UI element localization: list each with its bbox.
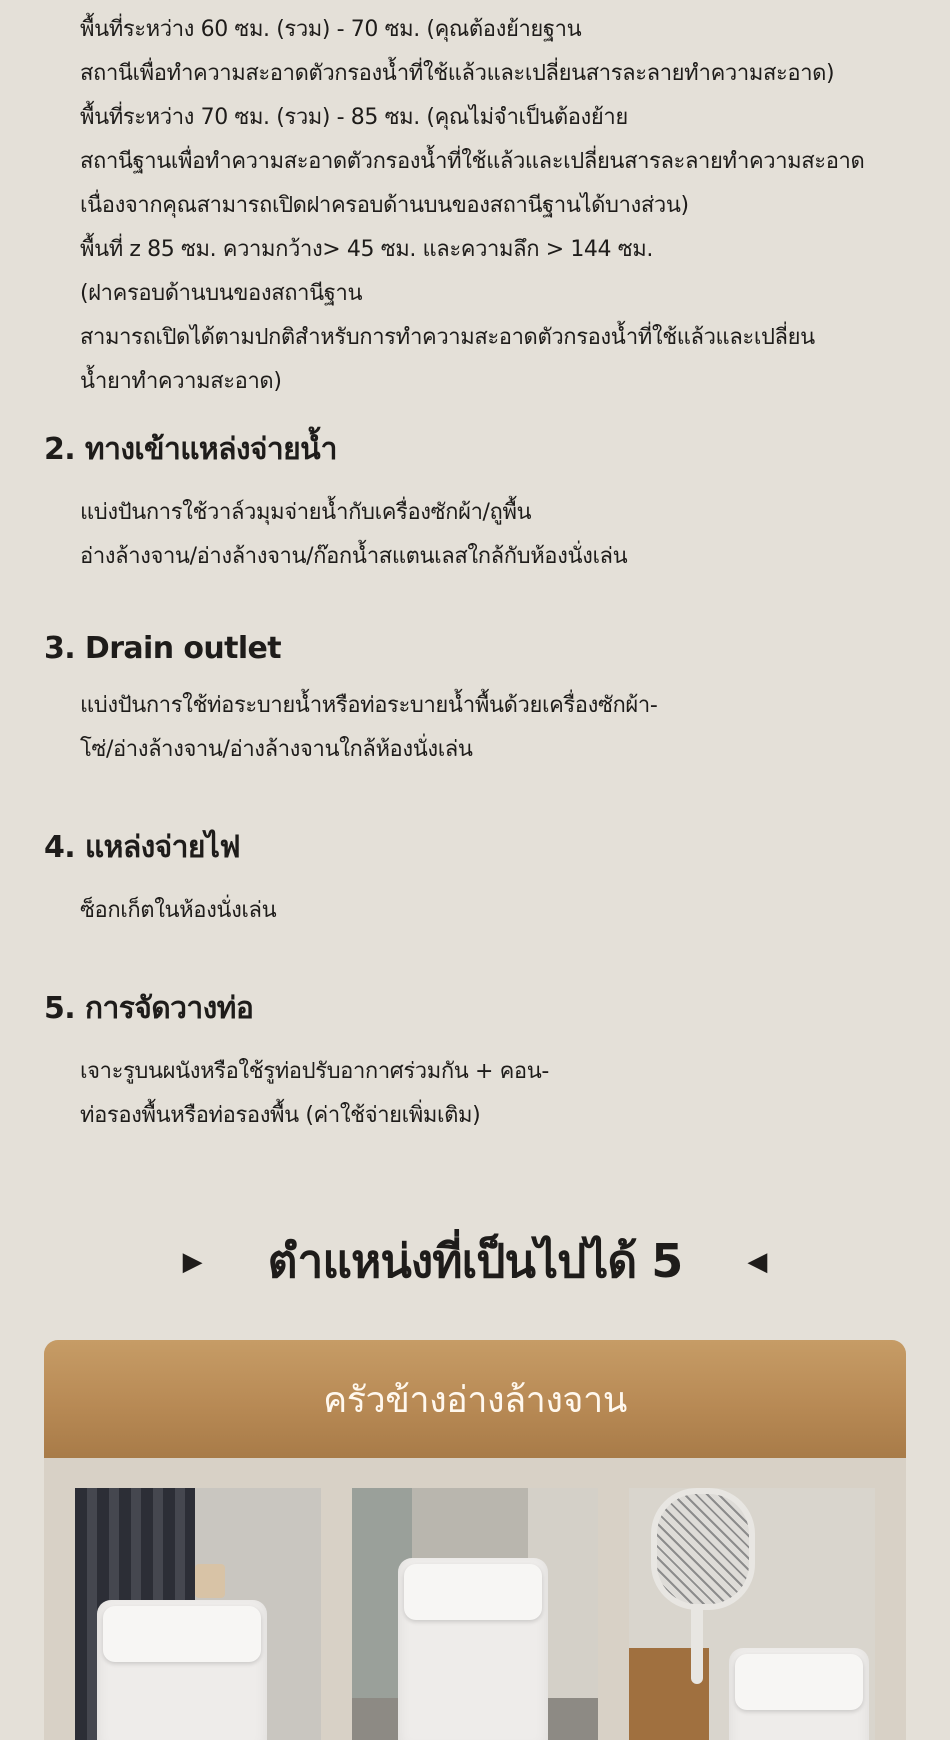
section-body — [0, 889, 910, 933]
card-header — [44, 1340, 906, 1458]
text-line: สถานีเพื่อทำความสะอาดตัวกรองน้ำที่ใช้แล้วและเปลี่ยนสารละลายทำความสะอาด) — [80, 61, 835, 86]
text-line: อ่างล้างจาน/อ่างล้างจาน/ก๊อกน้ำสแตนเลสใกล้กับห้องนั่งเล่น — [80, 544, 628, 569]
socket-illustration — [195, 1564, 225, 1598]
text-line: พื้นที่ระหว่าง 60 ซม. (รวม) - 70 ซม. (คุณต้องย้ายฐาน — [80, 17, 582, 42]
location-card — [44, 1340, 906, 1740]
section-heading: 5. การจัดวางท่อ — [44, 991, 254, 1026]
text-line: พื้นที่ระหว่าง 70 ซม. (รวม) - 85 ซม. (คุณไม่จำเป็นต้องย้าย — [80, 105, 628, 130]
play-left-icon: ◀ — [747, 1246, 768, 1277]
text-line: แบ่งปันการใช้ท่อระบายน้ำหรือท่อระบายน้ำพื้นด้วยเครื่องซักผ้า- — [80, 693, 658, 718]
section-body — [0, 491, 910, 579]
section-body — [0, 1050, 910, 1138]
text-line: (ฝาครอบด้านบนของสถานีฐาน — [80, 281, 363, 306]
text-line: โซ่/อ่างล้างจาน/อ่างล้างจานใกล้ห้องนั่งเล่น — [80, 737, 473, 762]
intro-paragraph — [0, 8, 910, 404]
section-body — [0, 684, 910, 772]
section-heading: 4. แหล่งจ่ายไฟ — [44, 830, 240, 865]
text-line: สถานีฐานเพื่อทำความสะอาดตัวกรองน้ำที่ใช้แล้วและเปลี่ยนสารละลายทำความสะอาด — [80, 149, 865, 174]
base-station-illustration — [729, 1648, 869, 1740]
text-line: พื้นที่ z 85 ซม. ความกว้าง> 45 ซม. และความลึก > 144 ซม. — [80, 237, 653, 262]
text-line: สามารถเปิดได้ตามปกติสำหรับการทำความสะอาดตัวกรองน้ำที่ใช้แล้วและเปลี่ยน — [80, 325, 815, 350]
text-line: เจาะรูบนผนังหรือใช้รูท่อปรับอากาศร่วมกัน + คอน- — [80, 1059, 549, 1084]
text-line: น้ำยาทำความสะอาด) — [80, 369, 282, 394]
text-line: ซ็อกเก็ตในห้องนั่งเล่น — [80, 898, 277, 923]
section-heading: 3. Drain outlet — [44, 631, 282, 666]
base-station-illustration — [398, 1558, 548, 1740]
text-line: เนื่องจากคุณสามารถเปิดฝาครอบด้านบนของสถานีฐานได้บางส่วน) — [80, 193, 689, 218]
section-heading: 2. ทางเข้าแหล่งจ่ายน้ำ — [44, 432, 337, 467]
position-title-row — [0, 1225, 950, 1298]
text-line: แบ่งปันการใช้วาล์วมุมจ่ายน้ำกับเครื่องซักผ้า/ถูพื้น — [80, 500, 532, 525]
play-right-icon: ▶ — [182, 1246, 203, 1277]
racket-illustration — [651, 1488, 755, 1610]
photo-doorway-bin — [352, 1488, 598, 1740]
text-line: ท่อรองพื้นหรือท่อรองพื้น (ค่าใช้จ่ายเพิ่มเติม) — [80, 1103, 481, 1128]
photo-racket-bin — [629, 1488, 875, 1740]
base-station-illustration — [97, 1600, 267, 1740]
position-title: ตำแหน่งที่เป็นไปได้ 5 — [267, 1234, 683, 1288]
photo-dark-wall-bin — [75, 1488, 321, 1740]
card-title: ครัวข้างอ่างล้างจาน — [323, 1379, 627, 1421]
